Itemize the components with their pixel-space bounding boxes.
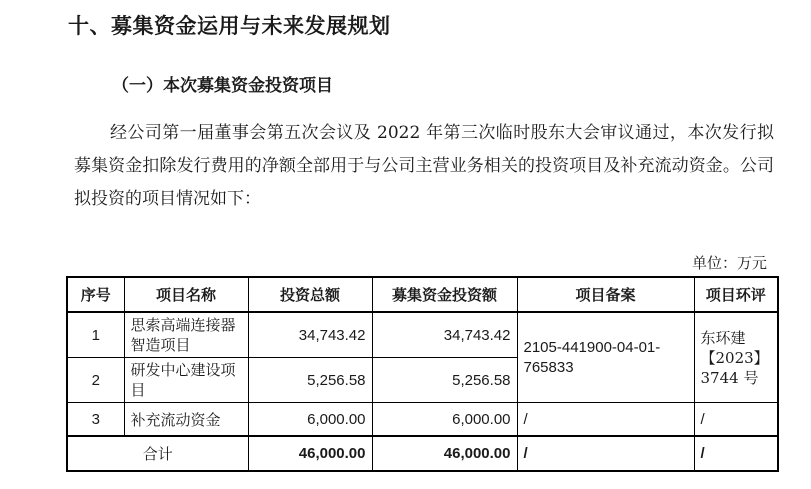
total-env: / xyxy=(694,436,778,471)
header-filing: 项目备案 xyxy=(517,277,694,312)
investment-projects-table xyxy=(66,276,779,472)
row-no: 3 xyxy=(67,403,124,437)
table-header-row xyxy=(67,277,778,312)
shared-filing-cell: 2105-441900-04-01-765833 xyxy=(517,312,694,403)
header-no: 序号 xyxy=(67,277,124,312)
total-label: 合计 xyxy=(67,436,248,471)
row-project-name: 研发中心建设项目 xyxy=(124,358,248,403)
row-project-name: 补充流动资金 xyxy=(124,403,248,437)
row-no: 2 xyxy=(67,358,124,403)
row-raised: 6,000.00 xyxy=(372,403,517,437)
header-raised-investment: 募集资金投资额 xyxy=(372,277,517,312)
row-filing: / xyxy=(517,403,694,437)
total-investment: 46,000.00 xyxy=(248,436,372,471)
shared-env-cell: 东环建【2023】3744 号 xyxy=(694,312,778,403)
total-filing: / xyxy=(517,436,694,471)
row-project-name: 思索高端连接器智造项目 xyxy=(124,312,248,358)
row-raised: 34,743.42 xyxy=(372,312,517,358)
section-heading: 十、募集资金运用与未来发展规划 xyxy=(68,14,391,38)
row-total: 5,256.58 xyxy=(248,358,372,403)
table-row xyxy=(67,312,778,358)
row-env: / xyxy=(694,403,778,437)
unit-label: 单位：万元 xyxy=(691,254,767,272)
header-environmental: 项目环评 xyxy=(694,277,778,312)
header-project-name: 项目名称 xyxy=(124,277,248,312)
total-row xyxy=(67,436,778,471)
intro-paragraph: 经公司第一届董事会第五次会议及 2022 年第三次临时股东大会审议通过，本次发行拟募集资金扣除发行费用的净额全部用于与公司主营业务相关的投资项目及补充流动资金。公司拟投资的项目情况如下： xyxy=(74,123,774,209)
total-raised: 46,000.00 xyxy=(372,436,517,471)
row-raised: 5,256.58 xyxy=(372,358,517,403)
row-total: 34,743.42 xyxy=(248,312,372,358)
subsection-heading: （一）本次募集资金投资项目 xyxy=(112,76,333,96)
header-total-investment: 投资总额 xyxy=(248,277,372,312)
row-no: 1 xyxy=(67,312,124,358)
row-total: 6,000.00 xyxy=(248,403,372,437)
table-row xyxy=(67,403,778,437)
